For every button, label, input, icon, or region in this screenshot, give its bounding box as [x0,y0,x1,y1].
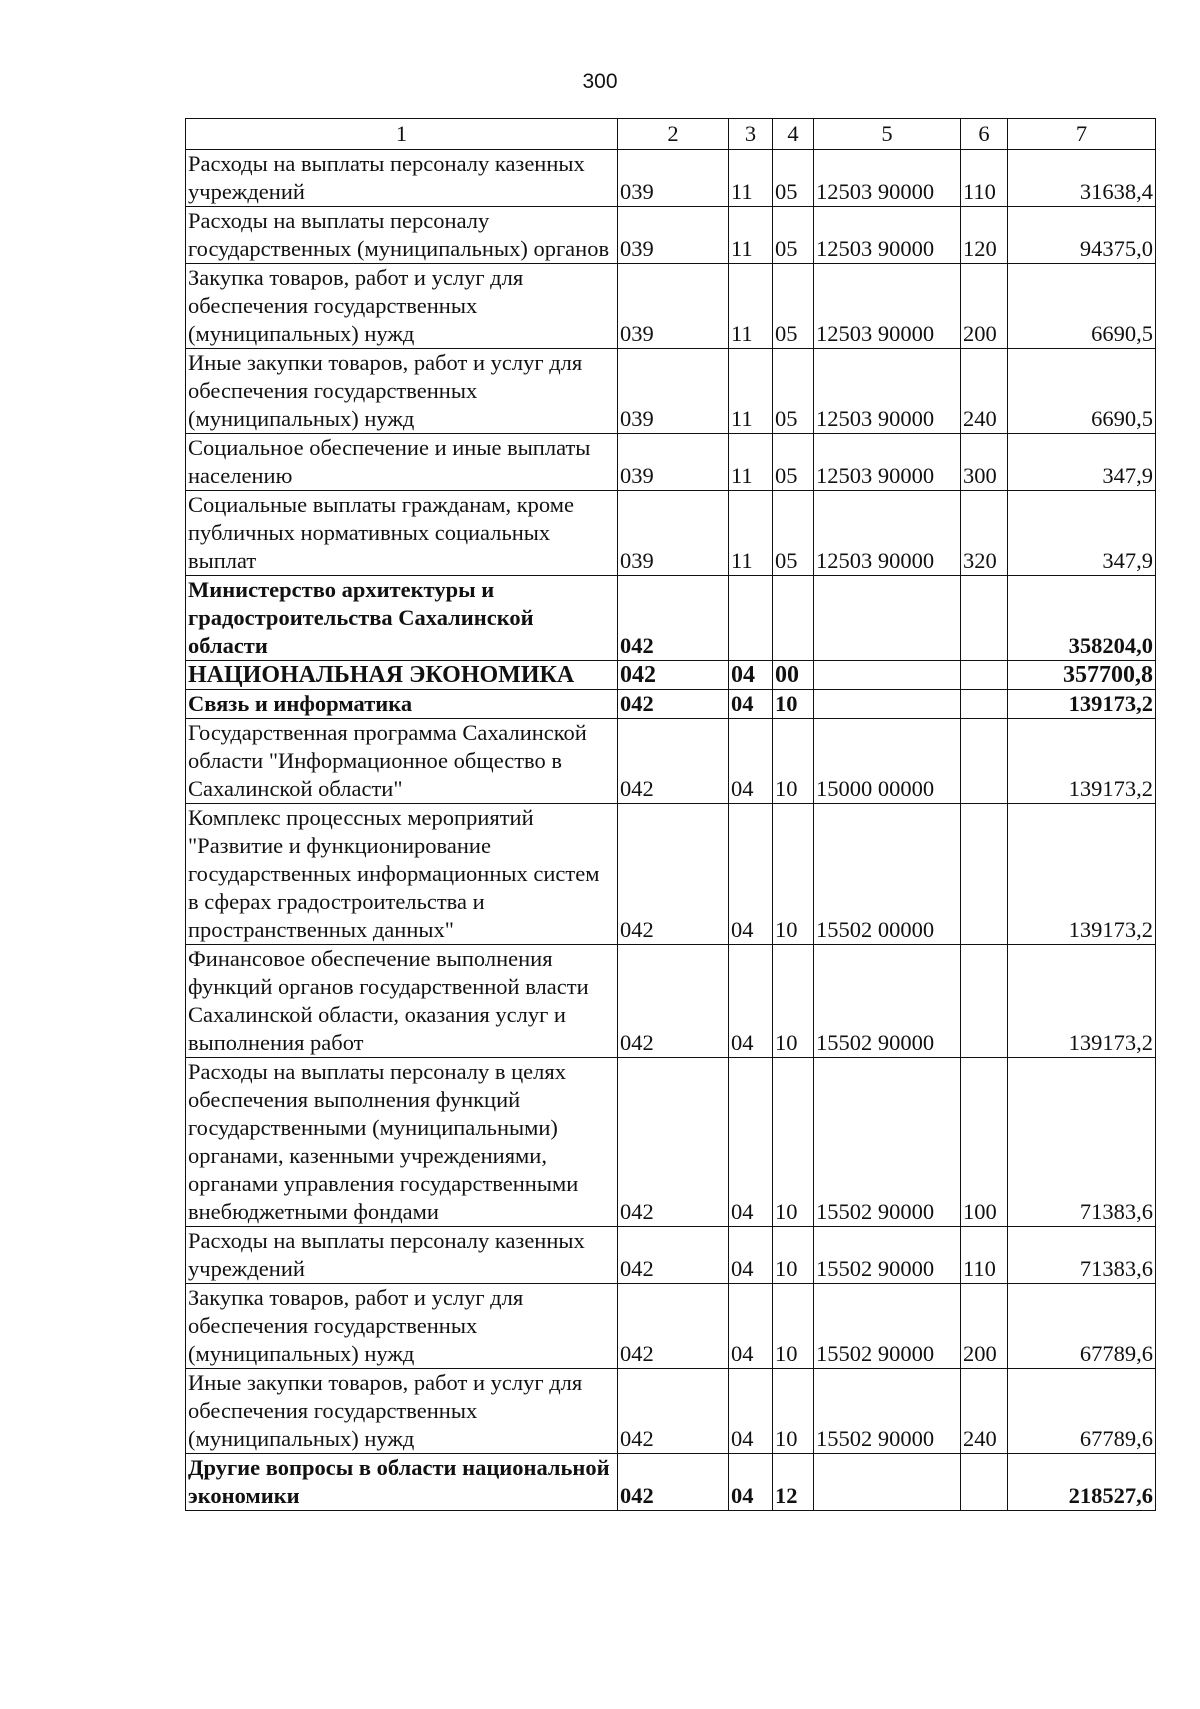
cell-expense-type: 110 [961,1227,1008,1284]
table-row [186,264,1156,349]
cell-section: 04 [729,1227,773,1284]
cell-name: Расходы на выплаты персоналу государственных (муниципальных) органов [186,207,618,264]
cell-section: 04 [729,1284,773,1369]
cell-subsection: 05 [773,491,814,576]
cell-subsection: 10 [773,719,814,804]
cell-expense-type [961,804,1008,945]
cell-amount: 218527,6 [1008,1454,1156,1511]
cell-amount: 71383,6 [1008,1227,1156,1284]
cell-section: 04 [729,1058,773,1227]
cell-section: 04 [729,690,773,719]
table-row [186,804,1156,945]
cell-amount: 31638,4 [1008,150,1156,207]
cell-subsection: 10 [773,1284,814,1369]
cell-expense-type [961,690,1008,719]
column-header-3: 3 [729,119,773,150]
cell-section: 11 [729,264,773,349]
cell-name: Финансовое обеспечение выполнения функций органов государственной власти Сахалинской области, оказания услуг и выполнения работ [186,945,618,1058]
cell-section: 04 [729,945,773,1058]
table-row [186,945,1156,1058]
cell-name: Другие вопросы в области национальной экономики [186,1454,618,1511]
cell-subsection: 05 [773,434,814,491]
cell-ministry-code: 042 [618,719,729,804]
cell-target-article: 12503 90000 [814,207,961,264]
cell-amount: 6690,5 [1008,264,1156,349]
column-header-1: 1 [186,119,618,150]
cell-target-article: 15502 90000 [814,945,961,1058]
cell-amount: 94375,0 [1008,207,1156,264]
table-row [186,576,1156,661]
cell-name: Расходы на выплаты персоналу в целях обеспечения выполнения функций государственными (муниципальными) органами, казенными учреждениями, органами управления государственными внебюджетными фондами [186,1058,618,1227]
cell-ministry-code: 042 [618,1058,729,1227]
cell-name: Иные закупки товаров, работ и услуг для обеспечения государственных (муниципальных) нужд [186,1369,618,1454]
cell-section: 11 [729,491,773,576]
cell-name: Связь и информатика [186,690,618,719]
cell-target-article: 12503 90000 [814,150,961,207]
cell-target-article: 12503 90000 [814,264,961,349]
cell-expense-type: 120 [961,207,1008,264]
cell-expense-type: 110 [961,150,1008,207]
cell-ministry-code: 042 [618,1284,729,1369]
cell-section: 04 [729,1369,773,1454]
cell-subsection: 10 [773,1227,814,1284]
cell-amount: 67789,6 [1008,1369,1156,1454]
cell-ministry-code: 042 [618,661,729,690]
cell-target-article: 15502 90000 [814,1284,961,1369]
cell-ministry-code: 039 [618,491,729,576]
cell-target-article: 15502 90000 [814,1227,961,1284]
cell-ministry-code: 039 [618,264,729,349]
cell-amount: 6690,5 [1008,349,1156,434]
cell-subsection: 12 [773,1454,814,1511]
cell-amount: 139173,2 [1008,719,1156,804]
cell-expense-type [961,945,1008,1058]
cell-expense-type: 200 [961,1284,1008,1369]
column-header-2: 2 [618,119,729,150]
cell-ministry-code: 042 [618,1454,729,1511]
table-row [186,1284,1156,1369]
table-row [186,349,1156,434]
column-header-6: 6 [961,119,1008,150]
cell-name: Министерство архитектуры и градостроительства Сахалинской области [186,576,618,661]
cell-target-article: 12503 90000 [814,349,961,434]
cell-section: 04 [729,719,773,804]
cell-amount: 67789,6 [1008,1284,1156,1369]
cell-ministry-code: 039 [618,349,729,434]
budget-table [185,118,1156,1511]
cell-subsection: 10 [773,804,814,945]
cell-name: Комплекс процессных мероприятий "Развитие и функционирование государственных информационных систем в сферах градостроительства и пространственных данных" [186,804,618,945]
table-row [186,1058,1156,1227]
cell-expense-type: 100 [961,1058,1008,1227]
cell-expense-type: 240 [961,349,1008,434]
cell-subsection [773,576,814,661]
cell-section: 11 [729,434,773,491]
cell-target-article: 15000 00000 [814,719,961,804]
cell-amount: 139173,2 [1008,945,1156,1058]
table-row [186,491,1156,576]
table-row [186,150,1156,207]
table-row [186,207,1156,264]
cell-expense-type [961,661,1008,690]
cell-expense-type: 300 [961,434,1008,491]
cell-subsection: 05 [773,349,814,434]
cell-amount: 357700,8 [1008,661,1156,690]
cell-amount: 347,9 [1008,434,1156,491]
cell-expense-type [961,719,1008,804]
cell-target-article: 12503 90000 [814,491,961,576]
cell-subsection: 10 [773,1369,814,1454]
cell-expense-type [961,1454,1008,1511]
cell-ministry-code: 042 [618,945,729,1058]
cell-name: Закупка товаров, работ и услуг для обеспечения государственных (муниципальных) нужд [186,1284,618,1369]
cell-subsection: 10 [773,945,814,1058]
cell-amount: 358204,0 [1008,576,1156,661]
cell-name: Социальное обеспечение и иные выплаты населению [186,434,618,491]
cell-ministry-code: 042 [618,690,729,719]
table-row [186,1227,1156,1284]
cell-target-article [814,690,961,719]
cell-section: 11 [729,207,773,264]
cell-ministry-code: 039 [618,150,729,207]
table-row [186,719,1156,804]
cell-name: Социальные выплаты гражданам, кроме публичных нормативных социальных выплат [186,491,618,576]
cell-amount: 139173,2 [1008,804,1156,945]
cell-section [729,576,773,661]
cell-ministry-code: 042 [618,576,729,661]
table-row [186,690,1156,719]
cell-expense-type [961,576,1008,661]
cell-subsection: 05 [773,150,814,207]
cell-subsection: 05 [773,207,814,264]
cell-expense-type: 200 [961,264,1008,349]
cell-amount: 347,9 [1008,491,1156,576]
column-header-5: 5 [814,119,961,150]
cell-name: Расходы на выплаты персоналу казенных учреждений [186,1227,618,1284]
cell-section: 04 [729,804,773,945]
cell-target-article [814,576,961,661]
column-header-4: 4 [773,119,814,150]
header-row [186,119,1156,150]
cell-ministry-code: 039 [618,434,729,491]
cell-target-article [814,661,961,690]
table-body [186,150,1156,1511]
cell-ministry-code: 042 [618,1227,729,1284]
cell-name: Иные закупки товаров, работ и услуг для обеспечения государственных (муниципальных) нужд [186,349,618,434]
cell-section: 11 [729,349,773,434]
cell-name: НАЦИОНАЛЬНАЯ ЭКОНОМИКА [186,661,618,690]
table-row [186,434,1156,491]
cell-name: Закупка товаров, работ и услуг для обеспечения государственных (муниципальных) нужд [186,264,618,349]
cell-name: Государственная программа Сахалинской области "Информационное общество в Сахалинской области" [186,719,618,804]
cell-target-article: 15502 90000 [814,1369,961,1454]
cell-target-article: 15502 90000 [814,1058,961,1227]
cell-amount: 71383,6 [1008,1058,1156,1227]
cell-subsection: 10 [773,690,814,719]
cell-subsection: 10 [773,1058,814,1227]
cell-target-article [814,1454,961,1511]
cell-section: 04 [729,661,773,690]
cell-subsection: 05 [773,264,814,349]
cell-target-article: 15502 00000 [814,804,961,945]
cell-target-article: 12503 90000 [814,434,961,491]
table-row [186,661,1156,690]
column-header-7: 7 [1008,119,1156,150]
table-row [186,1454,1156,1511]
table-row [186,1369,1156,1454]
cell-section: 04 [729,1454,773,1511]
cell-ministry-code: 042 [618,1369,729,1454]
cell-expense-type: 320 [961,491,1008,576]
cell-expense-type: 240 [961,1369,1008,1454]
cell-ministry-code: 039 [618,207,729,264]
page-number: 300 [582,70,618,93]
cell-subsection: 00 [773,661,814,690]
cell-ministry-code: 042 [618,804,729,945]
cell-section: 11 [729,150,773,207]
cell-amount: 139173,2 [1008,690,1156,719]
cell-name: Расходы на выплаты персоналу казенных учреждений [186,150,618,207]
